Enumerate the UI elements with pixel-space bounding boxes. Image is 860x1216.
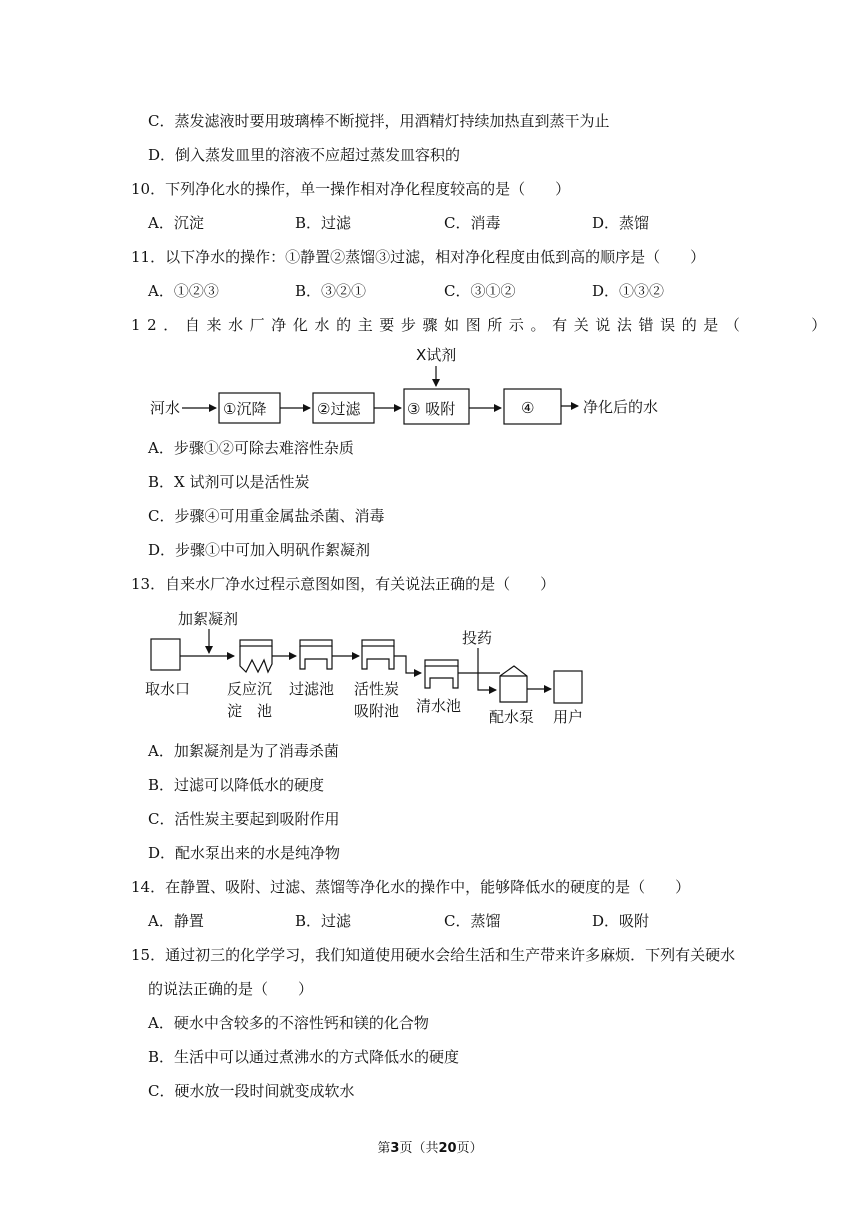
q14-option-b: B．过滤 [295,912,352,930]
q13-option-c: C．活性炭主要起到吸附作用 [148,810,340,828]
q12-option-a: A．步骤①②可除去难溶性杂质 [148,439,354,457]
q14-option-d: D．吸附 [592,912,650,930]
q13-intake-box [151,639,180,670]
q11-stem: 11．以下净水的操作：①静置②蒸馏③过滤，相对净化程度由低到高的顺序是（ ） [131,248,706,266]
q13-user-box [554,671,582,703]
footer-mid: 页（共 [399,1141,439,1156]
q13-option-d: D．配水泵出来的水是纯净物 [148,844,341,862]
q13-carbon-label-1: 活性炭 [354,680,400,698]
q10-option-b: B．过滤 [295,214,352,232]
q10-option-d: D．蒸馏 [592,214,650,232]
q13-reaction-label-2: 淀 池 [227,702,273,720]
page-footer [0,1137,860,1156]
footer-suffix: 页） [456,1141,483,1156]
q11-option-b: B．③②① [295,282,367,300]
q13-reaction-label-1: 反应沉 [227,680,273,698]
q14-option-c: C．蒸馏 [444,912,501,930]
q13-filter-tank [300,640,332,669]
q13-stem: 13．自来水厂净水过程示意图如图，有关说法正确的是（ ） [131,575,556,593]
q13-carbon-tank [362,640,394,669]
q13-pump-label: 配水泵 [489,708,535,726]
q12-step-4-label: ④ [521,399,535,417]
q13-clear-tank [425,660,458,688]
q12-step-2-label: ②过滤 [317,400,361,418]
q12-step-3-label: ③ 吸附 [407,400,456,418]
q13-medicine-label: 投药 [462,629,493,647]
q10-option-a: A．沉淀 [148,214,204,232]
q14-option-a: A．静置 [148,912,204,930]
q10-option-c: C．消毒 [444,214,501,232]
q13-option-b: B．过滤可以降低水的硬度 [148,776,325,794]
q13-intake-label: 取水口 [145,680,191,698]
q12-reagent-label: X试剂 [416,346,457,364]
footer-page-number: 3 [390,1141,400,1156]
q15-option-a: A．硬水中含较多的不溶性钙和镁的化合物 [148,1014,429,1032]
footer-total-pages: 20 [438,1141,457,1156]
q12-source-label: 河水 [150,399,181,417]
q14-stem: 14．在静置、吸附、过滤、蒸馏等净化水的操作中，能够降低水的硬度的是（ ） [131,878,691,896]
q13-pump-shape [500,666,527,702]
q9-option-c: C．蒸发滤液时要用玻璃棒不断搅拌，用酒精灯持续加热直到蒸干为止 [148,112,610,130]
footer-prefix: 第 [377,1141,391,1156]
q15-option-c: C．硬水放一段时间就变成软水 [148,1082,355,1100]
q13-reaction-tank [240,640,272,672]
q12-step-1-label: ①沉降 [223,400,267,418]
q15-stem-line-1: 15．通过初三的化学学习，我们知道使用硬水会给生活和生产带来许多麻烦．下列有关硬水 [131,946,736,964]
q12-option-b: B．X 试剂可以是活性炭 [148,473,310,491]
q11-option-c: C．③①② [444,282,516,300]
q13-carbon-label-2: 吸附池 [354,702,400,720]
q13-coagulant-label: 加絮凝剂 [178,610,239,628]
q10-stem: 10．下列净化水的操作，单一操作相对净化程度较高的是（ ） [131,180,571,198]
q15-stem-line-2: 的说法正确的是（ ） [148,980,314,998]
q13-option-a: A．加絮凝剂是为了消毒杀菌 [148,742,339,760]
q11-option-a: A．①②③ [148,282,219,300]
q13-user-label: 用户 [553,708,584,726]
q12-output-label: 净化后的水 [583,398,659,416]
q12-option-d: D．步骤①中可加入明矾作絮凝剂 [148,541,371,559]
q9-option-d: D．倒入蒸发皿里的溶液不应超过蒸发皿容积的 [148,146,461,164]
q13-clear-label: 清水池 [416,697,462,715]
q12-stem: 12．自来水厂净化水的主要步骤如图所示。有关说法错误的是（ ） [131,316,833,334]
q11-option-d: D．①③② [592,282,665,300]
q13-filter-label: 过滤池 [289,680,335,698]
q12-option-c: C．步骤④可用重金属盐杀菌、消毒 [148,507,385,525]
q15-option-b: B．生活中可以通过煮沸水的方式降低水的硬度 [148,1048,460,1066]
